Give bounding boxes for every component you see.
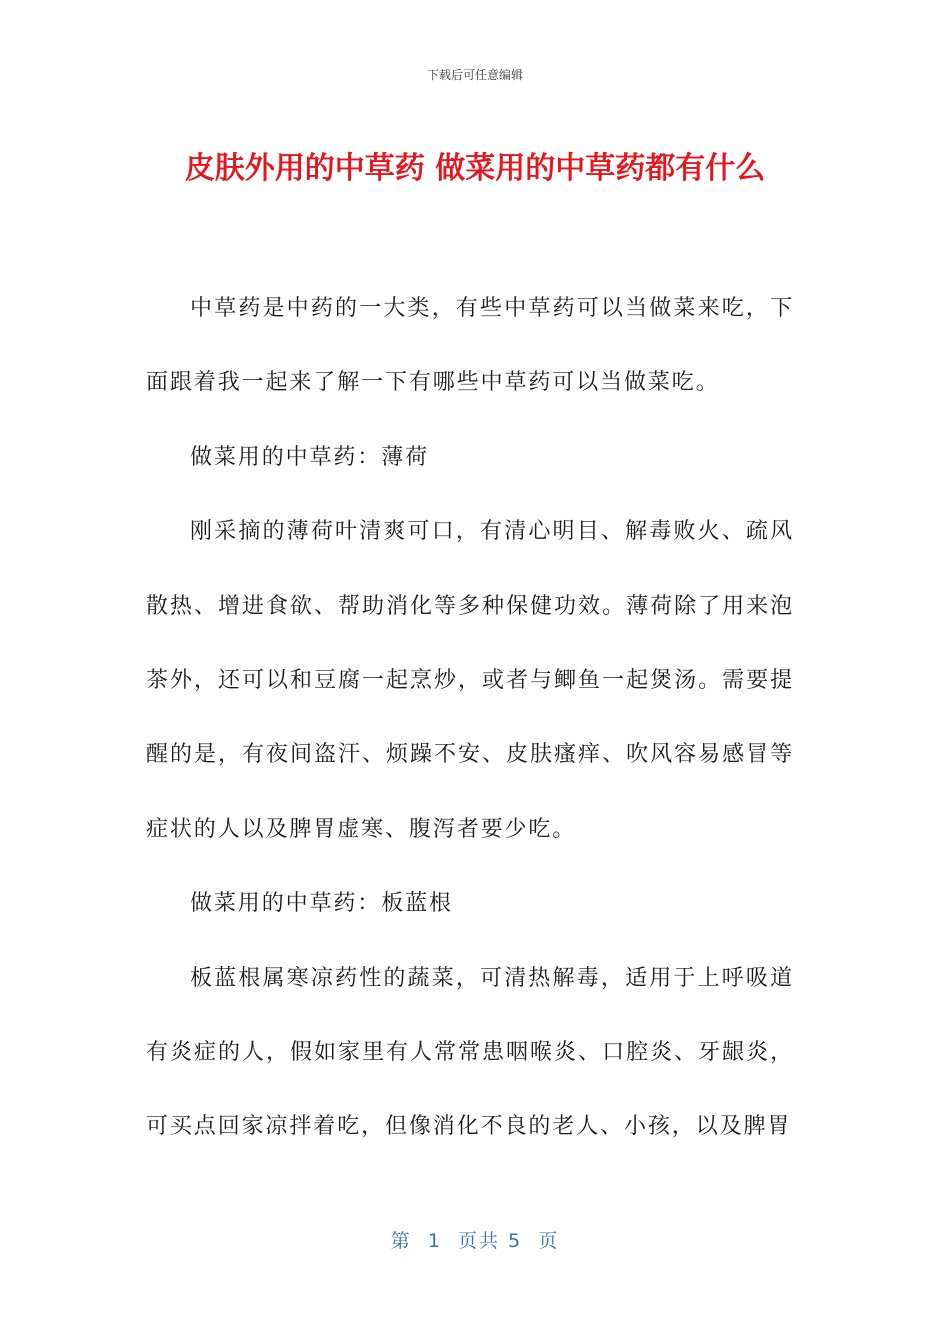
section-heading-isatis: 做菜用的中草药：板蓝根 (190, 891, 453, 917)
paragraph-intro: 中草药是中药的一大类，有些中草药可以当做菜来吃，下面跟着我一起来了解一下有哪些中草药可以当做菜吃。 (146, 296, 794, 396)
document-body (146, 272, 794, 1165)
page-number-text: 第 1 页共 5 页 (390, 1230, 560, 1252)
paragraph-isatis: 板蓝根属寒凉药性的蔬菜，可清热解毒，适用于上呼吸道有炎症的人，假如家里有人常常患咽喉炎、口腔炎、牙龈炎，可买点回家凉拌着吃，但像消化不良的老人、小孩，以及脾胃 (146, 965, 794, 1140)
paragraph-mint: 刚采摘的薄荷叶清爽可口，有清心明目、解毒败火、疏风散热、增进食欲、帮助消化等多种保健功效。薄荷除了用来泡茶外，还可以和豆腐一起烹炒，或者与鲫鱼一起煲汤。需要提醒的是，有夜间盗汗、烦躁不安、皮肤瘙痒、吹风容易感冒等症状的人以及脾胃虚寒、腹泻者要少吃。 (146, 519, 794, 842)
page-footer (0, 1226, 950, 1253)
section-heading-mint: 做菜用的中草药：薄荷 (190, 444, 430, 470)
page-title: 皮肤外用的中草药 做菜用的中草药都有什么 (184, 151, 766, 186)
header-note: 下载后可任意编辑 (426, 68, 523, 82)
